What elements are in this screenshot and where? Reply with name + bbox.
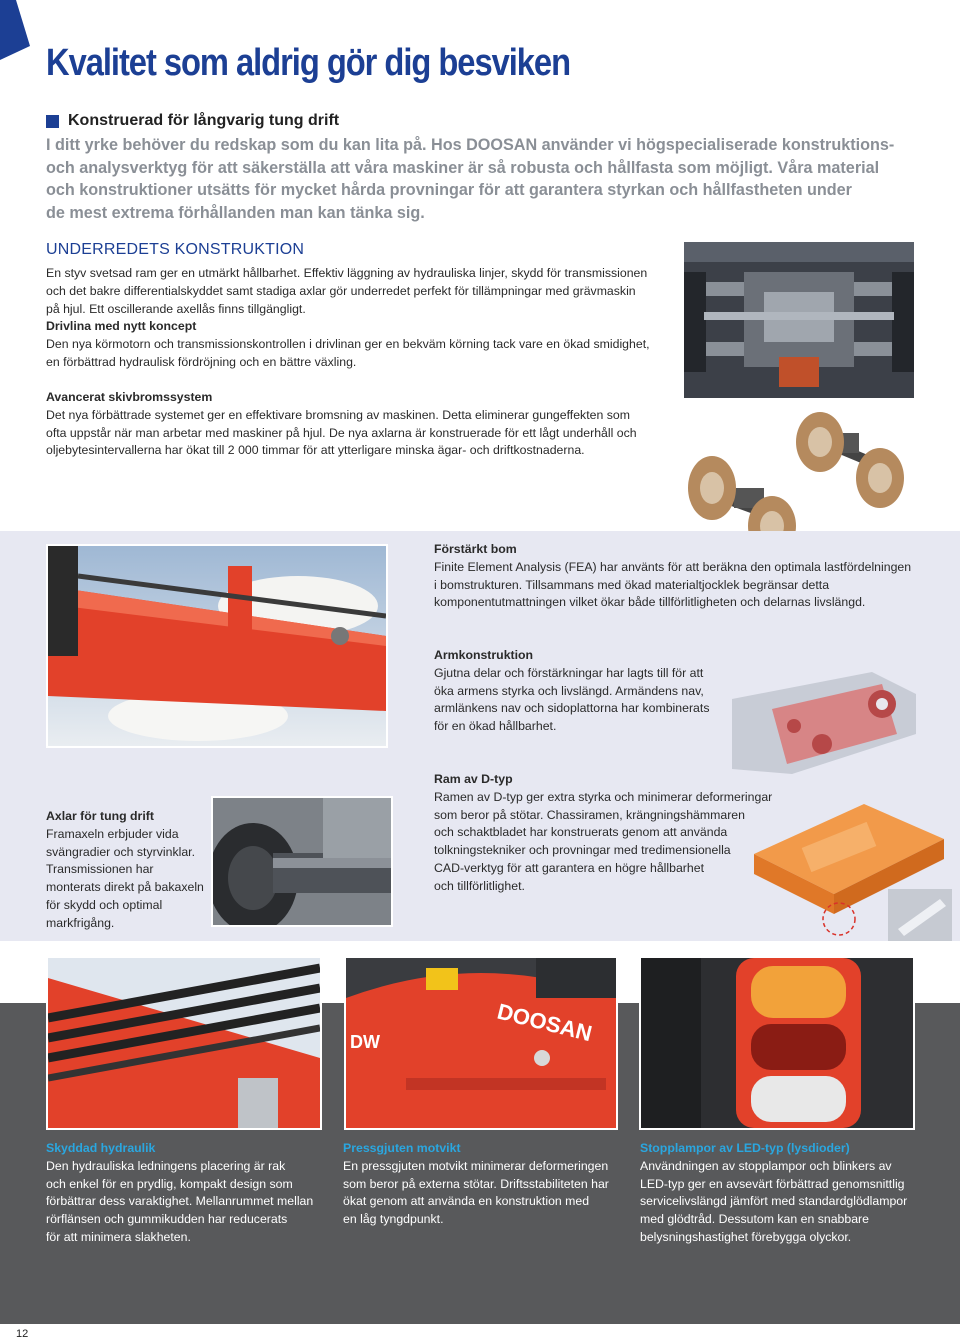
body-line: Finite Element Analysis (FEA) har använts för att beräkna den optimala lastfördelningen (434, 559, 912, 574)
body-line: svängradier och styrvinklar. (46, 844, 195, 859)
counterweight-caption (343, 1140, 633, 1229)
body-line: för en ökad hållbarhet. (434, 719, 557, 734)
caption-line: Den hydrauliska ledningens placering är rak (46, 1158, 286, 1173)
lamps-photo (639, 956, 915, 1130)
body-line: och det bakre differentialskyddet samt stadiga axlar gör underredet perfekt för tillämpningar med grävmaskin (46, 283, 636, 298)
body-line: ofta uppstår när man arbetar med maskiner på hjul. De nya axlarna är konstruerade för ett lågt underhåll och (46, 425, 637, 440)
boom-text (434, 541, 934, 612)
frame-render (744, 794, 954, 942)
body-line: oljebytesintervallerna har ökat till 2 000 timmar för att ytterligare minska ägar- och driftkostnaderna. (46, 443, 585, 458)
body-line: monterats direkt på bakaxeln (46, 880, 204, 895)
body-line: markfrigång. (46, 915, 115, 930)
arm-render (732, 664, 916, 774)
axles-text (46, 808, 206, 933)
body-line: Det nya förbättrade systemet ger en effektivare bromsning av maskinen. Detta eliminerar gungeffekten som (46, 407, 630, 422)
square-bullet-icon (46, 115, 59, 128)
body-line: en förbättrad hydraulisk fördröjning och en bättre växling. (46, 354, 357, 369)
body-line: för skydd och optimal (46, 897, 163, 912)
caption-line: LED-typ ger en avsevärt förbättrad genomsnittlig (640, 1176, 905, 1191)
arm-text (434, 647, 734, 736)
intro-line: och analysverktyg för att säkerställa att våra maskiner är så robusta och hållfasta som möjligt. Våra material (46, 158, 880, 177)
boom-title: Förstärkt bom (434, 542, 517, 556)
lamps-title: Stopplampor av LED-typ (lysdioder) (640, 1141, 850, 1155)
brakes-title: Avancerat skivbromssystem (46, 390, 213, 404)
caption-line: förbättrar dess varaktighet. Mellanrummet mellan (46, 1194, 314, 1209)
caption-line: Användningen av stopplampor och blinkers av (640, 1158, 892, 1173)
axles-title: Axlar för tung drift (46, 809, 154, 823)
caption-line: en låg tyngdpunkt. (343, 1212, 444, 1227)
body-line: Den nya körmotorn och transmissionskontrollen i drivlinan ger en bekväm körning tack vare en ökad smidighet, (46, 337, 650, 352)
body-line: Framaxeln erbjuder vida (46, 826, 179, 841)
caption-line: och enkel för en prydlig, kompakt design som (46, 1176, 293, 1191)
body-line: Gjutna delar och förstärkningar har lagts till för att (434, 665, 704, 680)
page-number: 12 (16, 1328, 29, 1340)
intro-heading (46, 112, 339, 130)
intro-line: och konstruktioner utsätts för mycket hårda provningar för att garantera styrkan och hållfastheten under (46, 181, 852, 200)
body-line: armlänkens nav och sidoplattorna har kombinerats (434, 701, 710, 716)
hydraulics-photo (46, 956, 322, 1130)
body-line: som beror på stötar. Chassiramen, krängningshämmaren (434, 807, 745, 822)
caption-line: för att minimera slakheten. (46, 1229, 191, 1244)
counterweight-photo (344, 956, 618, 1130)
body-line: och schaktbladet har konstruerats genom att använda (434, 825, 728, 840)
body-line: öka armens styrka och livslängd. Armändens nav, (434, 683, 704, 698)
body-line: på hjul. Ett oscillerande axellås finns tillgängligt. (46, 301, 306, 316)
caption-line: belysningshastighet förebygga olyckor. (640, 1229, 852, 1244)
arm-title: Armkonstruktion (434, 648, 534, 662)
counterweight-title: Pressgjuten motvikt (343, 1141, 461, 1155)
body-line: tolkningstekniker och provningar med tredimensionella (434, 843, 731, 858)
drivline-title: Drivlina med nytt koncept (46, 319, 197, 334)
doosan-logo: DOOSAN (494, 998, 595, 1047)
body-line: komponentutmattningen vilket ökar både tillförlitligheten och delarnas livslängd. (434, 595, 866, 610)
axle-photo (211, 796, 393, 927)
caption-line: ökat genom att använda en konstruktion med (343, 1194, 590, 1209)
intro-line: I ditt yrke behöver du redskap som du kan lita på. Hos DOOSAN använder vi högspecialiserade konstruktions- (46, 136, 895, 154)
caption-line: som beror på externa stötar. Driftsstabiliteten har (343, 1176, 609, 1191)
hydraulics-caption (46, 1140, 336, 1247)
caption-line: servicelivslängd jämfört med standardglödlampor (640, 1194, 908, 1209)
undercarriage-heading: UNDERREDETS KONSTRUKTION (46, 241, 305, 258)
brakes-text (46, 389, 676, 460)
body-line: Transmissionen har (46, 862, 154, 877)
caption-line: med glödtråd. Dessutom kan en snabbare (640, 1212, 869, 1227)
intro-line: de mest extrema förhållanden man kan tänka sig. (46, 203, 425, 222)
intro-paragraph (46, 134, 926, 224)
undercarriage-photo (684, 242, 914, 398)
frame-title: Ram av D-typ (434, 772, 513, 786)
body-line: Ramen av D-typ ger extra styrka och minimerar deformeringar (434, 789, 773, 804)
lamps-caption (640, 1140, 940, 1247)
caption-line: En pressgjuten motvikt minimerar deformeringen (343, 1158, 609, 1173)
page-title: Kvalitet som aldrig gör dig besviken (46, 42, 570, 84)
body-line: i bomstrukturen. Tillsammans med ökad materialtjocklek begränsar detta (434, 577, 830, 592)
boom-photo (46, 544, 388, 748)
undercarriage-text (46, 265, 676, 372)
body-line: CAD-verktyg för att garantera en högre hållbarhet (434, 860, 704, 875)
hydraulics-title: Skyddad hydraulik (46, 1141, 156, 1155)
model-mark: DW (350, 1032, 380, 1052)
body-line: En styv svetsad ram ger en utmärkt hållbarhet. Effektiv läggning av hydrauliska linjer, skydd för transmissionen (46, 266, 648, 280)
intro-heading-text: Konstruerad för långvarig tung drift (68, 112, 340, 129)
body-line: och tillförlitlighet. (434, 878, 525, 893)
caption-line: rörflänsen och gummikudden har reducerats (46, 1212, 288, 1227)
corner-tab-decoration (0, 0, 30, 60)
